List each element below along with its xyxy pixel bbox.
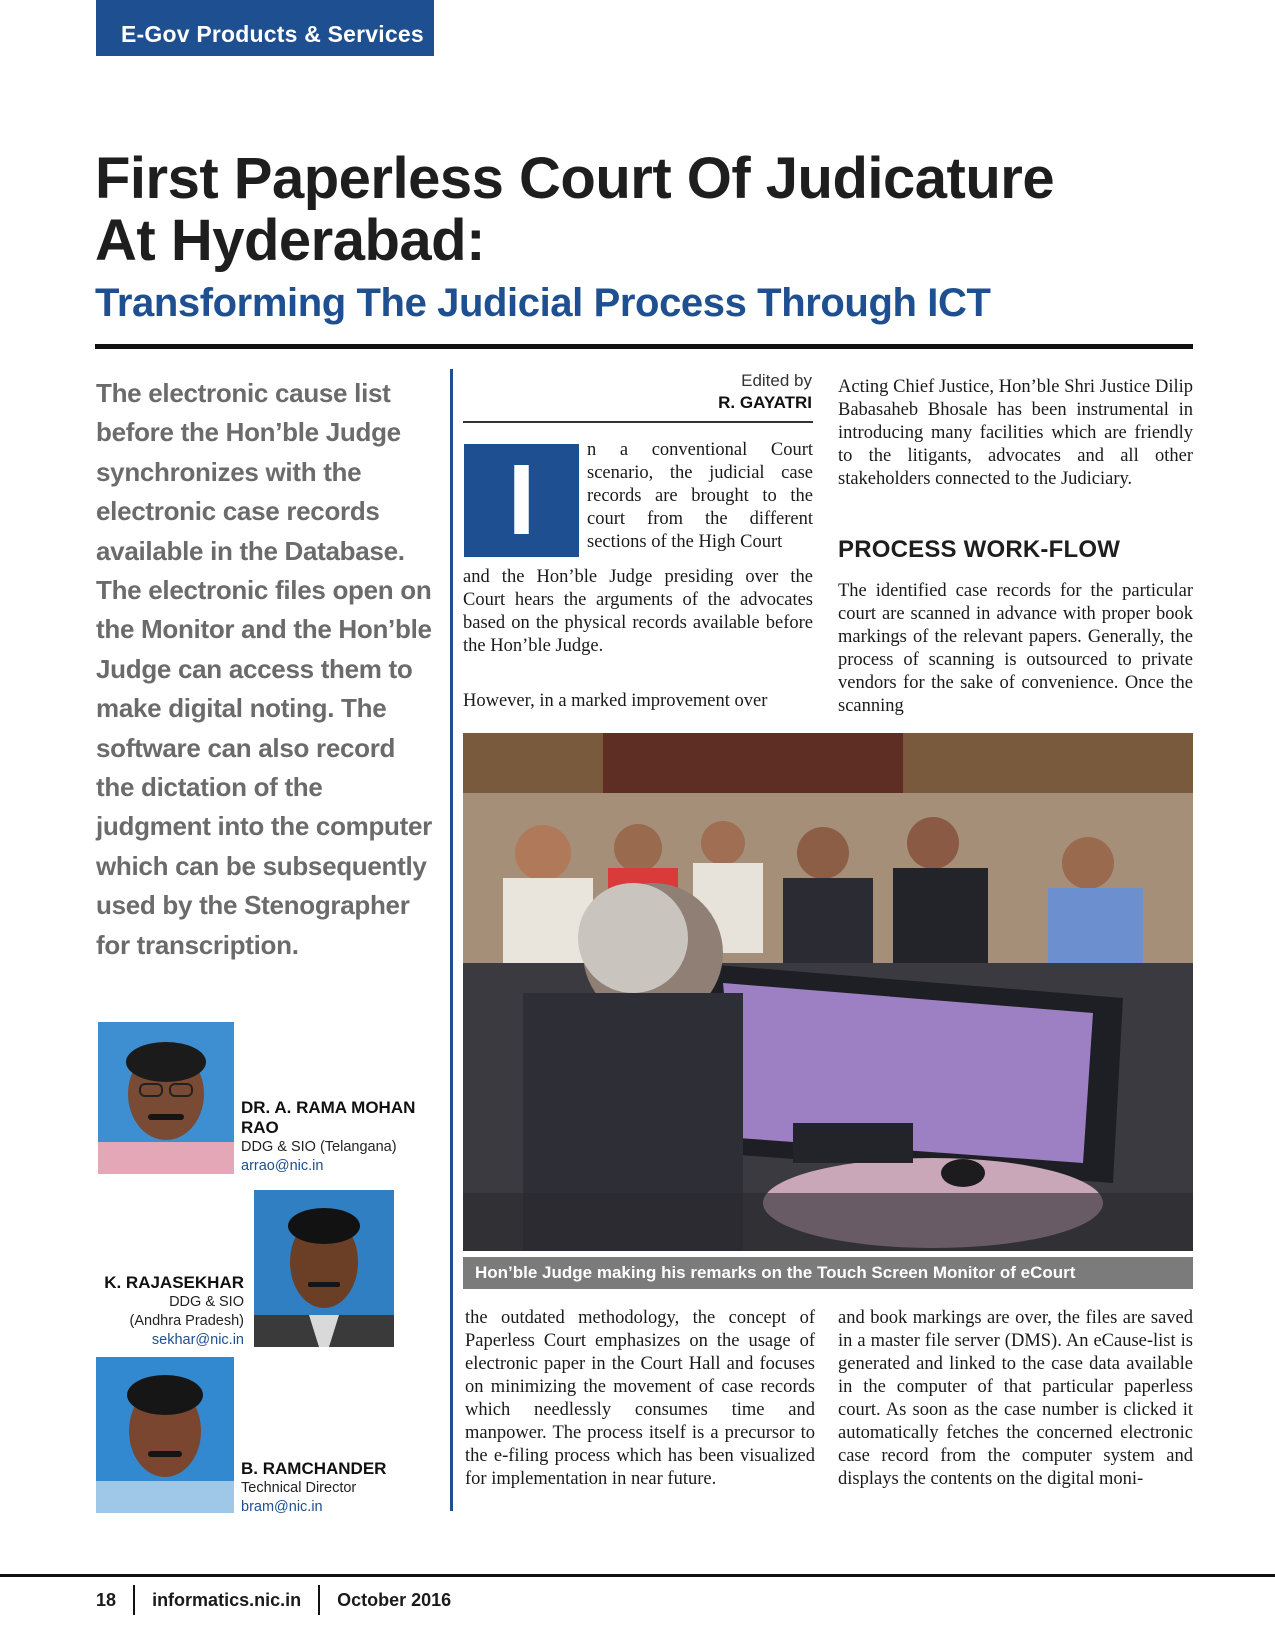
page-footer — [96, 1585, 451, 1615]
body-text: n a conventional Court scenario, the judicial case records are brought to the court from the different sections of the High Court — [587, 440, 813, 552]
page-number: 18 — [96, 1590, 117, 1610]
article-title — [95, 148, 1195, 272]
section-tag: E-Gov Products & Services — [96, 0, 434, 56]
author-role: DDG & SIO (Telangana) — [241, 1139, 397, 1155]
author-photo-rajasekhar — [254, 1190, 394, 1347]
body-column-2-intro: Acting Chief Justice, Hon’ble Shri Justice Dilip Babasaheb Bhosale has been instrumental in introducing many facilities which are friendly to the litigants, advocates and all other stakeholders connected to the Judiciary. — [838, 377, 1193, 489]
author-name: K. RAJASEKHAR — [104, 1273, 244, 1292]
footer-site[interactable]: informatics.nic.in — [152, 1590, 302, 1610]
body-column-2-bottom: and book markings are over, the files are saved in a master file server (DMS). An eCause-list is generated and linked to the case data available in the computer of that particular paperless court. As soon as the case number is clicked it automatically fetches the concerned electronic case record from the computer system and displays the contents on the digital moni- — [838, 1308, 1193, 1489]
editor-credit — [600, 370, 812, 414]
author-email[interactable]: arrao@nic.in — [241, 1158, 324, 1174]
footer-date: October 2016 — [337, 1590, 452, 1610]
body-column-1-intro — [587, 439, 813, 554]
author-email[interactable]: sekhar@nic.in — [151, 1332, 244, 1348]
author-portrait — [96, 1357, 234, 1513]
photo-illustration — [463, 733, 1193, 1251]
author-name: DR. A. RAMA MOHAN RAO — [241, 1098, 416, 1137]
editor-divider — [463, 421, 813, 423]
author-role-region: (Andhra Pradesh) — [129, 1313, 244, 1329]
editor-name: R. GAYATRI — [718, 393, 812, 412]
drop-cap: I — [464, 444, 579, 557]
section-heading: PROCESS WORK-FLOW — [838, 536, 1121, 563]
editor-label: Edited by — [741, 371, 812, 390]
author-role: DDG & SIO — [169, 1294, 244, 1310]
body-column-1-paragraph: However, in a marked improvement over — [463, 691, 768, 711]
body-text: and the Hon’ble Judge presiding over the Court hears the arguments of the advocates based on the physical records available before the Hon’ble Judge. — [463, 567, 813, 656]
title-line-1: First Paperless Court Of Judicature — [95, 146, 1055, 211]
author-photo-rama-mohan-rao — [98, 1022, 234, 1174]
pull-quote: The electronic cause list before the Hon’ble Judge synchronizes with the electronic case records available in the Database. The electronic files open on the Monitor and the Hon’ble Judge can access them to make digital noting. The software can also record the dictation of the judgment into the computer which can be subsequently used by the Stenographer for transcription. — [96, 378, 432, 960]
author-info-ramchander — [241, 1459, 441, 1517]
author-info-rama-mohan-rao — [241, 1098, 441, 1176]
footer-separator — [318, 1585, 320, 1615]
photo-caption: Hon’ble Judge making his remarks on the Touch Screen Monitor of eCourt — [463, 1257, 1193, 1289]
author-name: B. RAMCHANDER — [241, 1459, 387, 1478]
author-photo-ramchander — [96, 1357, 234, 1513]
author-email[interactable]: bram@nic.in — [241, 1499, 323, 1515]
title-line-2: At Hyderabad: — [95, 208, 485, 273]
body-column-1-bottom: the outdated methodology, the concept of Paperless Court emphasizes on the usage of electronic paper in the Court Hall and focuses on minimizing the movement of case records which needlessly consumes time and manpower. The process itself is a precursor to the e-filing process which has been visualized for implementation in near future. — [465, 1308, 815, 1489]
body-column-1-continued — [463, 566, 813, 658]
footer-separator — [133, 1585, 135, 1615]
article-subtitle: Transforming The Judicial Process Through ICT — [95, 281, 991, 325]
column-divider — [450, 369, 453, 1511]
title-divider — [95, 344, 1193, 349]
body-column-2-paragraph: The identified case records for the particular court are scanned in advance with proper book markings of the relevant papers. Generally, the process of scanning is outsourced to private vendors for the sake of convenience. Once the scanning — [838, 581, 1193, 716]
author-portrait — [98, 1022, 234, 1174]
footer-divider — [0, 1574, 1275, 1577]
author-portrait — [254, 1190, 394, 1347]
article-photo — [463, 733, 1193, 1251]
author-info-rajasekhar — [96, 1273, 244, 1350]
author-role: Technical Director — [241, 1480, 357, 1496]
